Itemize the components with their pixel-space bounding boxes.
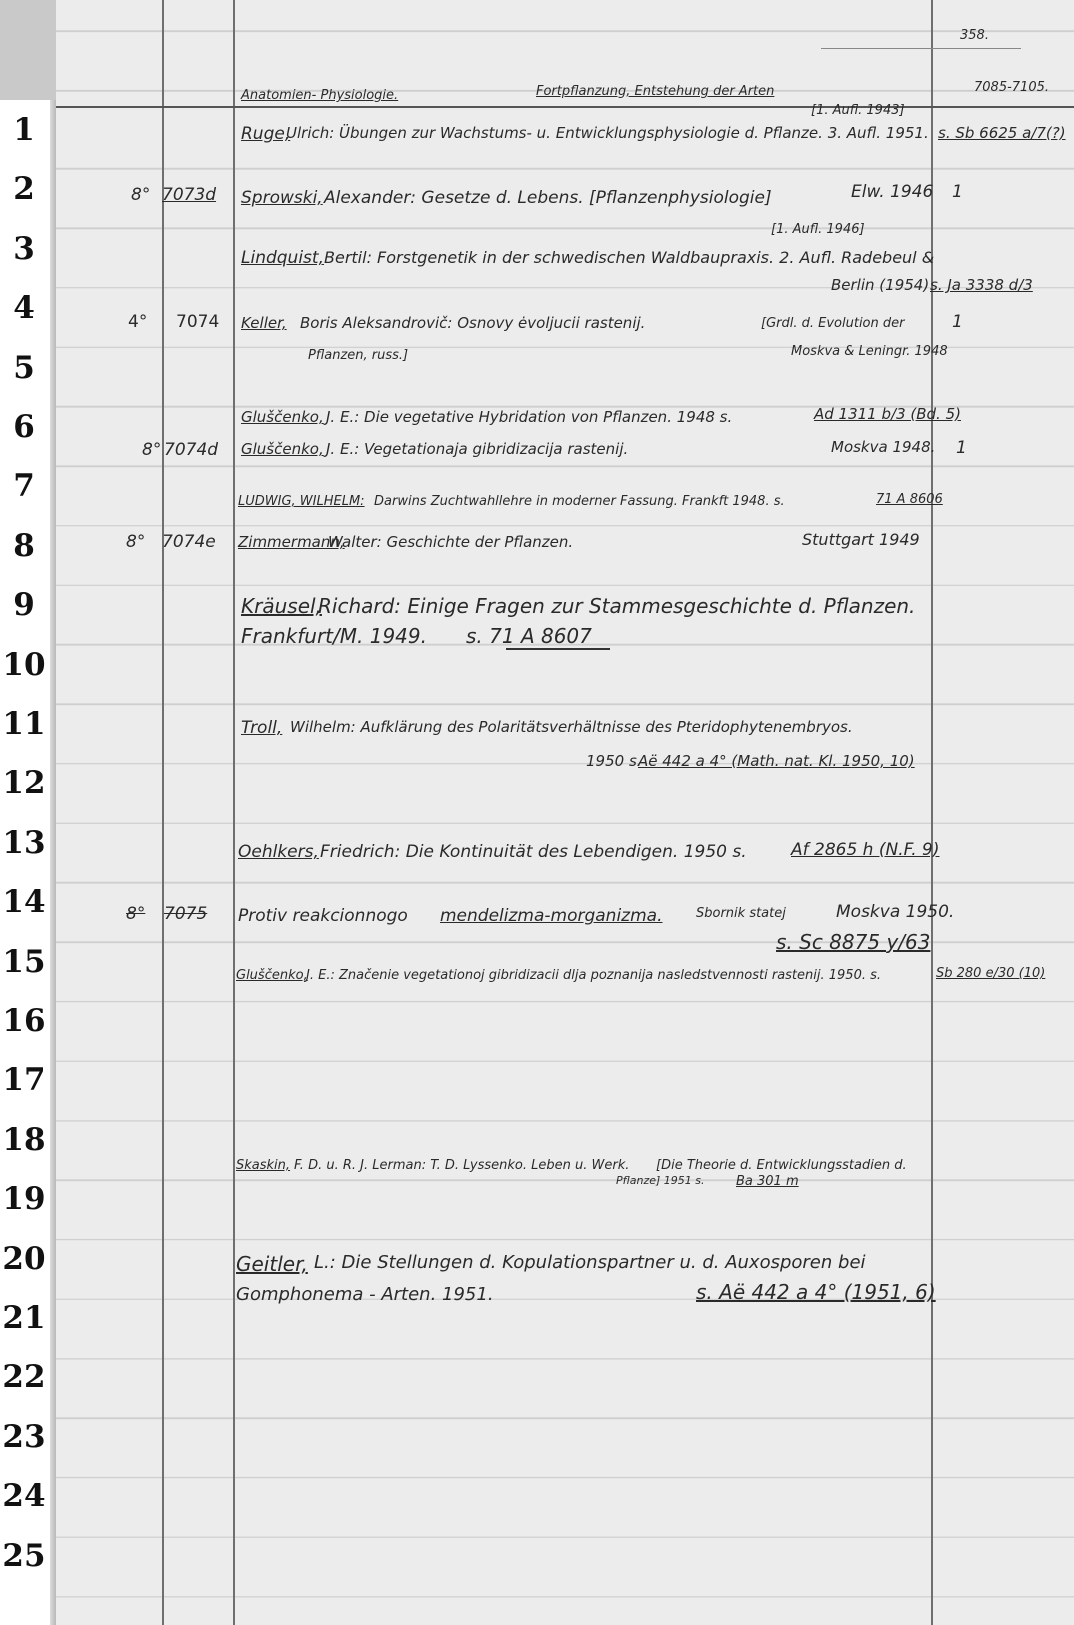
entry-9-shelf: s. 71 A 8607 [466,624,592,648]
entry-4-number: 7074 [176,312,220,332]
entry-15-text: L.: Die Stellungen d. Kopulationspartner u. d. Auxosporen bei [314,1252,866,1273]
entry-14-text: F. D. u. R. J. Lerman: T. D. Lyssenko. Leben u. Werk. [294,1158,630,1173]
entry-4-note: [Grdl. d. Evolution der [761,316,905,331]
line-number: 21 [2,1300,46,1336]
entry-2-format: 8° [131,185,151,205]
line-number: 2 [13,171,35,208]
column-rule-3 [931,0,933,1625]
entry-12-underlined: mendelizma-morganizma. [440,906,663,926]
entry-13-text: J. E.: Značenie vegetationoj gibridizacii dlja poznanija nasledstvennosti rastenij. 1950. s. [306,968,882,983]
entry-8-place: Stuttgart 1949 [802,530,920,549]
entry-10-shelf: Aë 442 a 4° (Math. nat. Kl. 1950, 10) [638,752,915,770]
entry-1-author: Ruge, [241,124,291,144]
line-number: 19 [2,1181,46,1218]
entry-3-shelf: s. Ja 3338 d/3 [930,276,1033,294]
line-number: 5 [13,349,35,386]
entry-2-count: 1 [952,182,963,202]
entry-12-number: 7075 [164,904,208,924]
line-number: 3 [13,230,35,267]
line-number: 13 [2,824,46,861]
entry-3-edition: [1. Aufl. 1946] [771,222,865,237]
header-range: 7085-7105. [974,80,1049,95]
entry-2-number: 7073d [162,185,217,205]
line-number: 10 [2,646,46,683]
entry-6-place: Moskva 1948. [831,438,936,456]
top-short-rule [821,48,1021,49]
entry-15-shelf: s. Aë 442 a 4° (1951, 6) [696,1280,936,1304]
line-number: 25 [2,1537,46,1574]
entry-8-text: Walter: Geschichte der Pflanzen. [328,533,574,551]
entry-13-shelf: Sb 280 e/30 (10) [936,966,1046,981]
entry-5-text: J. E.: Die vegetative Hybridation von Pflanzen. 1948 s. [326,408,733,426]
entry-12-text: Protiv reakcionnogo [238,906,408,926]
entry-4-format: 4° [128,312,148,332]
entry-12-place: Moskva 1950. [836,902,955,922]
entry-11-text: Friedrich: Die Kontinuität des Lebendigen. 1950 s. [320,842,747,862]
entry-2-author: Sprowski, [241,188,323,208]
line-number: 12 [2,765,46,802]
entry-14-author: Skaskin, [236,1158,291,1173]
entry-14-shelf: Ba 301 m [736,1174,799,1189]
entry-5-author: Gluščenko, [241,408,324,426]
column-rule-2 [233,0,235,1625]
entry-3-text: Bertil: Forstgenetik in der schwedischen Waldbaupraxis. 2. Aufl. Radebeul & [324,248,935,267]
entry-15-line2: Gomphonema - Arten. 1951. [236,1284,494,1305]
entry-15-author: Geitler, [236,1252,308,1276]
entry-9-author: Kräusel, [241,594,322,618]
entry-1-text: Ulrich: Übungen zur Wachstums- u. Entwicklungsphysiologie d. Pflanze. 3. Aufl. 1951. [286,124,929,142]
entry-14-line2: Pflanze] 1951 s. [616,1174,705,1187]
line-number-gutter [0,0,56,1625]
column-rule-1 [162,0,164,1625]
entry-12-note: Sbornik statej [696,906,786,921]
line-number: 17 [2,1062,46,1099]
entry-2-text: Alexander: Gesetze d. Lebens. [Pflanzenphysiologie] [324,188,772,208]
entry-4-count: 1 [952,312,963,332]
entry-14-note: [Die Theorie d. Entwicklungsstadien d. [656,1158,907,1173]
line-number: 9 [13,587,35,624]
line-number: 20 [2,1240,46,1277]
line-number: 1 [13,112,35,148]
ledger-page [56,0,1074,1625]
entry-6-text: J. E.: Vegetationaja gibridizacija rastenij. [326,440,629,458]
entry-6-number: 7074d [164,440,219,460]
entry-12-shelf: s. Sc 8875 y/63 [776,930,931,954]
line-number: 8 [13,527,35,564]
entry-3-author: Lindquist, [241,248,324,268]
entry-1-edition: [1. Aufl. 1943] [811,103,905,118]
header-rule [56,106,1074,108]
entry-13-author: Gluščenko, [236,968,308,983]
entry-12-format: 8° [126,904,146,924]
entry-9-text: Richard: Einige Fragen zur Stammesgeschichte d. Pflanzen. [318,594,916,618]
entry-4-line2: Pflanzen, russ.] [308,348,409,363]
header-column-right: Fortpflanzung, Entstehung der Arten [536,84,775,99]
entry-4-author: Keller, [241,314,287,332]
entry-8-author: Zimmermann, [238,533,345,551]
line-number: 4 [13,290,35,327]
line-number: 16 [2,1003,46,1039]
entry-10-line2: 1950 s. [586,752,642,770]
line-number: 22 [2,1359,46,1396]
line-number: 11 [2,706,46,742]
entry-2-place: Elw. 1946 [851,182,934,202]
entry-5-shelf: Ad 1311 b/3 (Bd. 5) [814,405,961,423]
entry-7-author: LUDWIG, WILHELM: [238,494,365,509]
line-number: 14 [2,884,46,921]
entry-8-number: 7074e [162,532,216,552]
entry-11-shelf: Af 2865 h (N.F. 9) [791,840,940,860]
header-column-left: Anatomien- Physiologie. [241,88,399,103]
entry-4-place: Moskva & Leningr. 1948 [791,344,948,359]
entry-10-author: Troll, [241,718,283,738]
entry-4-text: Boris Aleksandrovič: Osnovy ėvoljucii rastenij. [300,314,646,332]
line-number: 7 [13,468,35,505]
entry-1-shelf: s. Sb 6625 a/7(?) [938,124,1066,142]
entry-11-author: Oehlkers, [238,842,319,862]
entry-9-line2: Frankfurt/M. 1949. [241,624,427,648]
line-number: 23 [2,1418,46,1455]
entry-6-author: Gluščenko, [241,440,324,458]
page-number: 358. [960,28,989,43]
line-number: 24 [2,1478,46,1515]
entry-9-shelf-underline [506,648,610,650]
entry-7-shelf: 71 A 8606 [876,492,943,507]
entry-10-text: Wilhelm: Aufklärung des Polaritätsverhältnisse des Pteridophytenembryos. [290,718,853,736]
line-number: 18 [2,1121,46,1158]
line-number: 6 [13,409,35,445]
entry-6-count: 1 [956,438,967,458]
line-number: 15 [2,943,46,980]
entry-6-format: 8° [142,440,162,460]
entry-3-place: Berlin (1954) [831,276,930,294]
entry-7-text: Darwins Zuchtwahllehre in moderner Fassung. Frankft 1948. s. [374,494,785,509]
entry-8-format: 8° [126,532,146,552]
gutter-header-shade [0,0,56,100]
